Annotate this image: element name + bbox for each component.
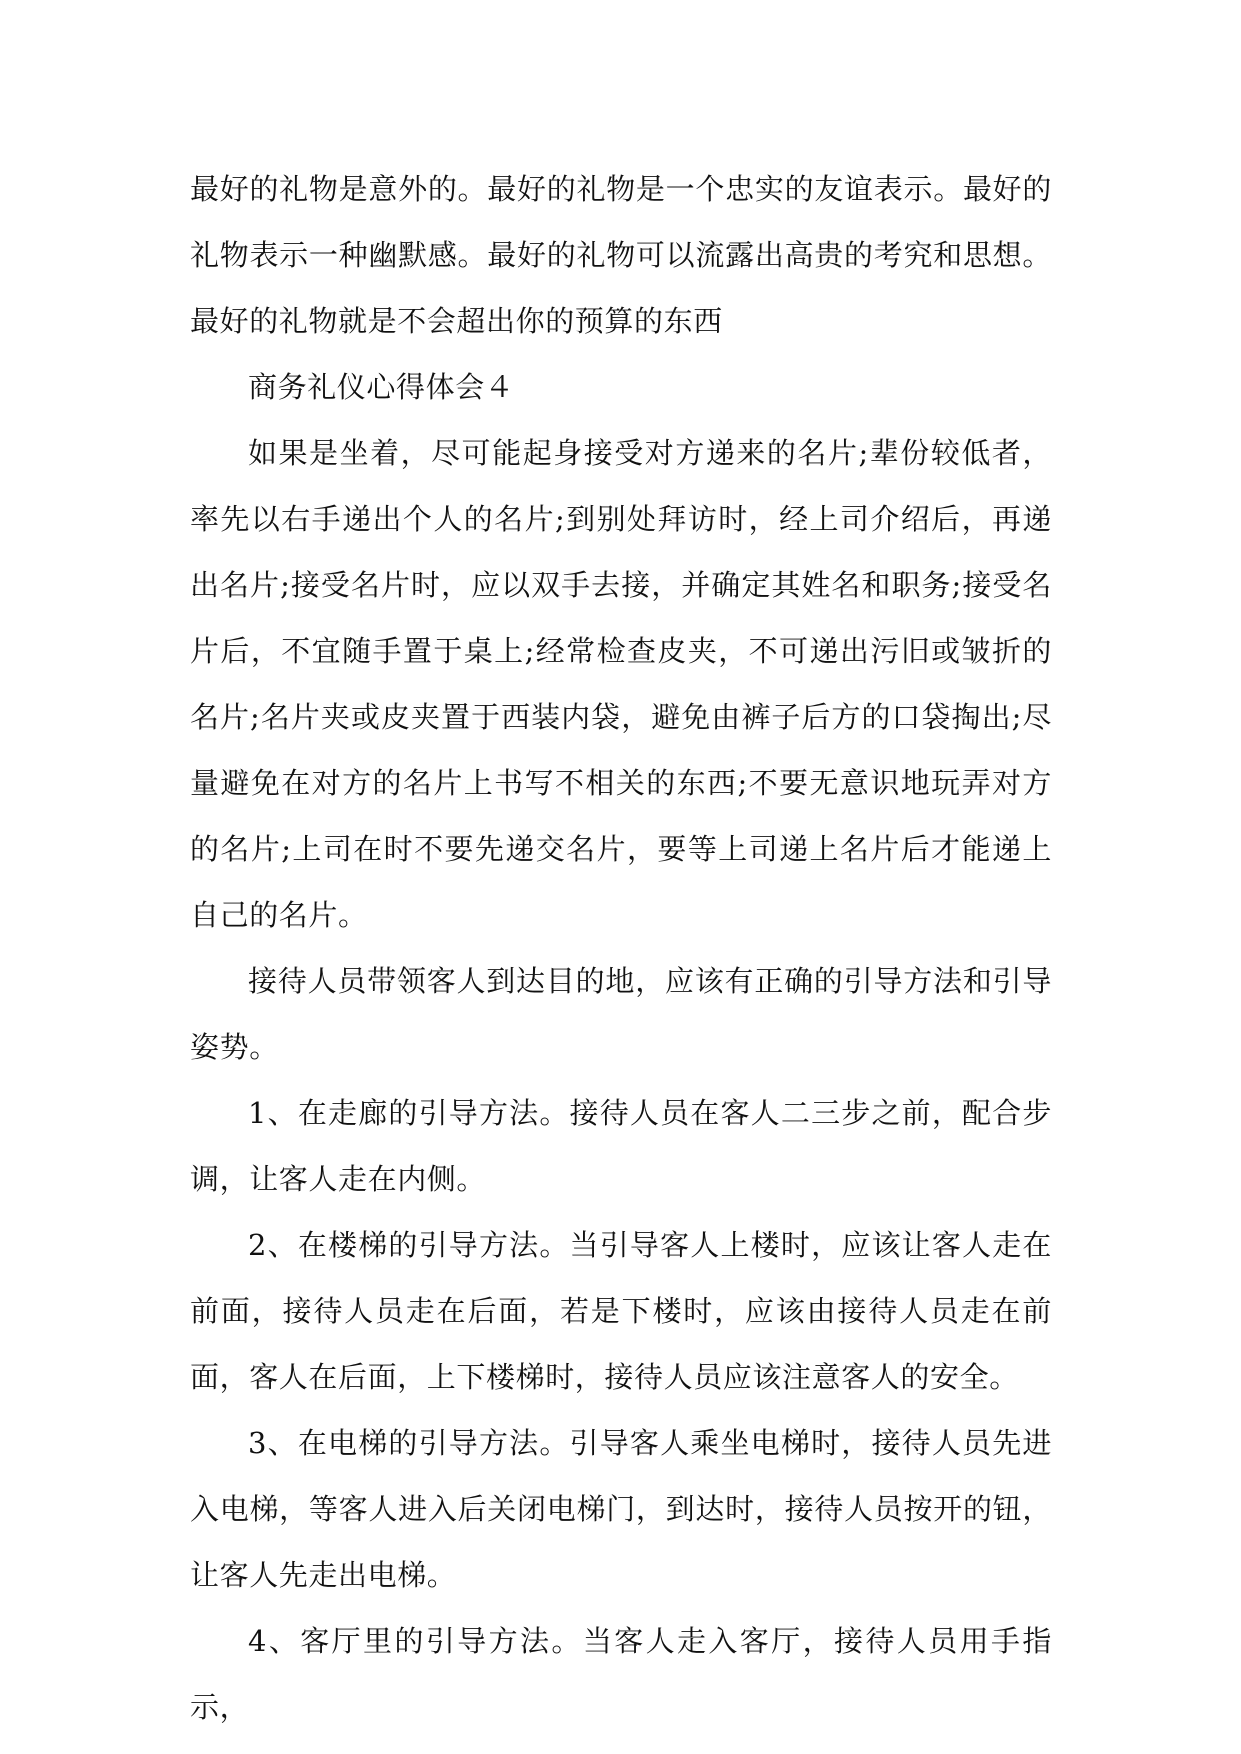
paragraph-guiding-intro: 接待人员带领客人到达目的地，应该有正确的引导方法和引导姿势。: [190, 964, 1052, 1064]
paragraph-corridor: 1、在走廊的引导方法。接待人员在客人二三步之前，配合步调，让客人走在内侧。: [190, 1096, 1052, 1196]
paragraph-stairs: 2、在楼梯的引导方法。当引导客人上楼时，应该让客人走在前面，接待人员走在后面，若是下楼时，应该由接待人员走在前面，客人在后面，上下楼梯时，接待人员应该注意客人的安全。: [190, 1228, 1052, 1394]
section-heading: 商务礼仪心得体会４: [248, 370, 515, 404]
paragraph-business-card: 如果是坐着，尽可能起身接受对方递来的名片;辈份较低者，率先以右手递出个人的名片;到别处拜访时，经上司介绍后，再递出名片;接受名片时，应以双手去接，并确定其姓名和职务;接受名片后，不宜随手置于桌上;经常检查皮夹，不可递出污旧或皱折的名片;名片夹或皮夹置于西装内袋，避免由裤子后方的口袋掏出;尽量避免在对方的名片上书写不相关的东西;不要无意识地玩弄对方的名片;上司在时不要先递交名片，要等上司递上名片后才能递上自己的名片。: [190, 436, 1052, 932]
paragraph-gift: 最好的礼物是意外的。最好的礼物是一个忠实的友谊表示。最好的礼物表示一种幽默感。最好的礼物可以流露出高贵的考究和思想。最好的礼物就是不会超出你的预算的东西: [190, 172, 1052, 338]
paragraph-living-room: 4、客厅里的引导方法。当客人走入客厅，接待人员用手指示，: [190, 1624, 1052, 1724]
document-body: [190, 156, 1052, 1740]
paragraph-elevator: 3、在电梯的引导方法。引导客人乘坐电梯时，接待人员先进入电梯，等客人进入后关闭电梯门，到达时，接待人员按开的钮，让客人先走出电梯。: [190, 1426, 1052, 1592]
